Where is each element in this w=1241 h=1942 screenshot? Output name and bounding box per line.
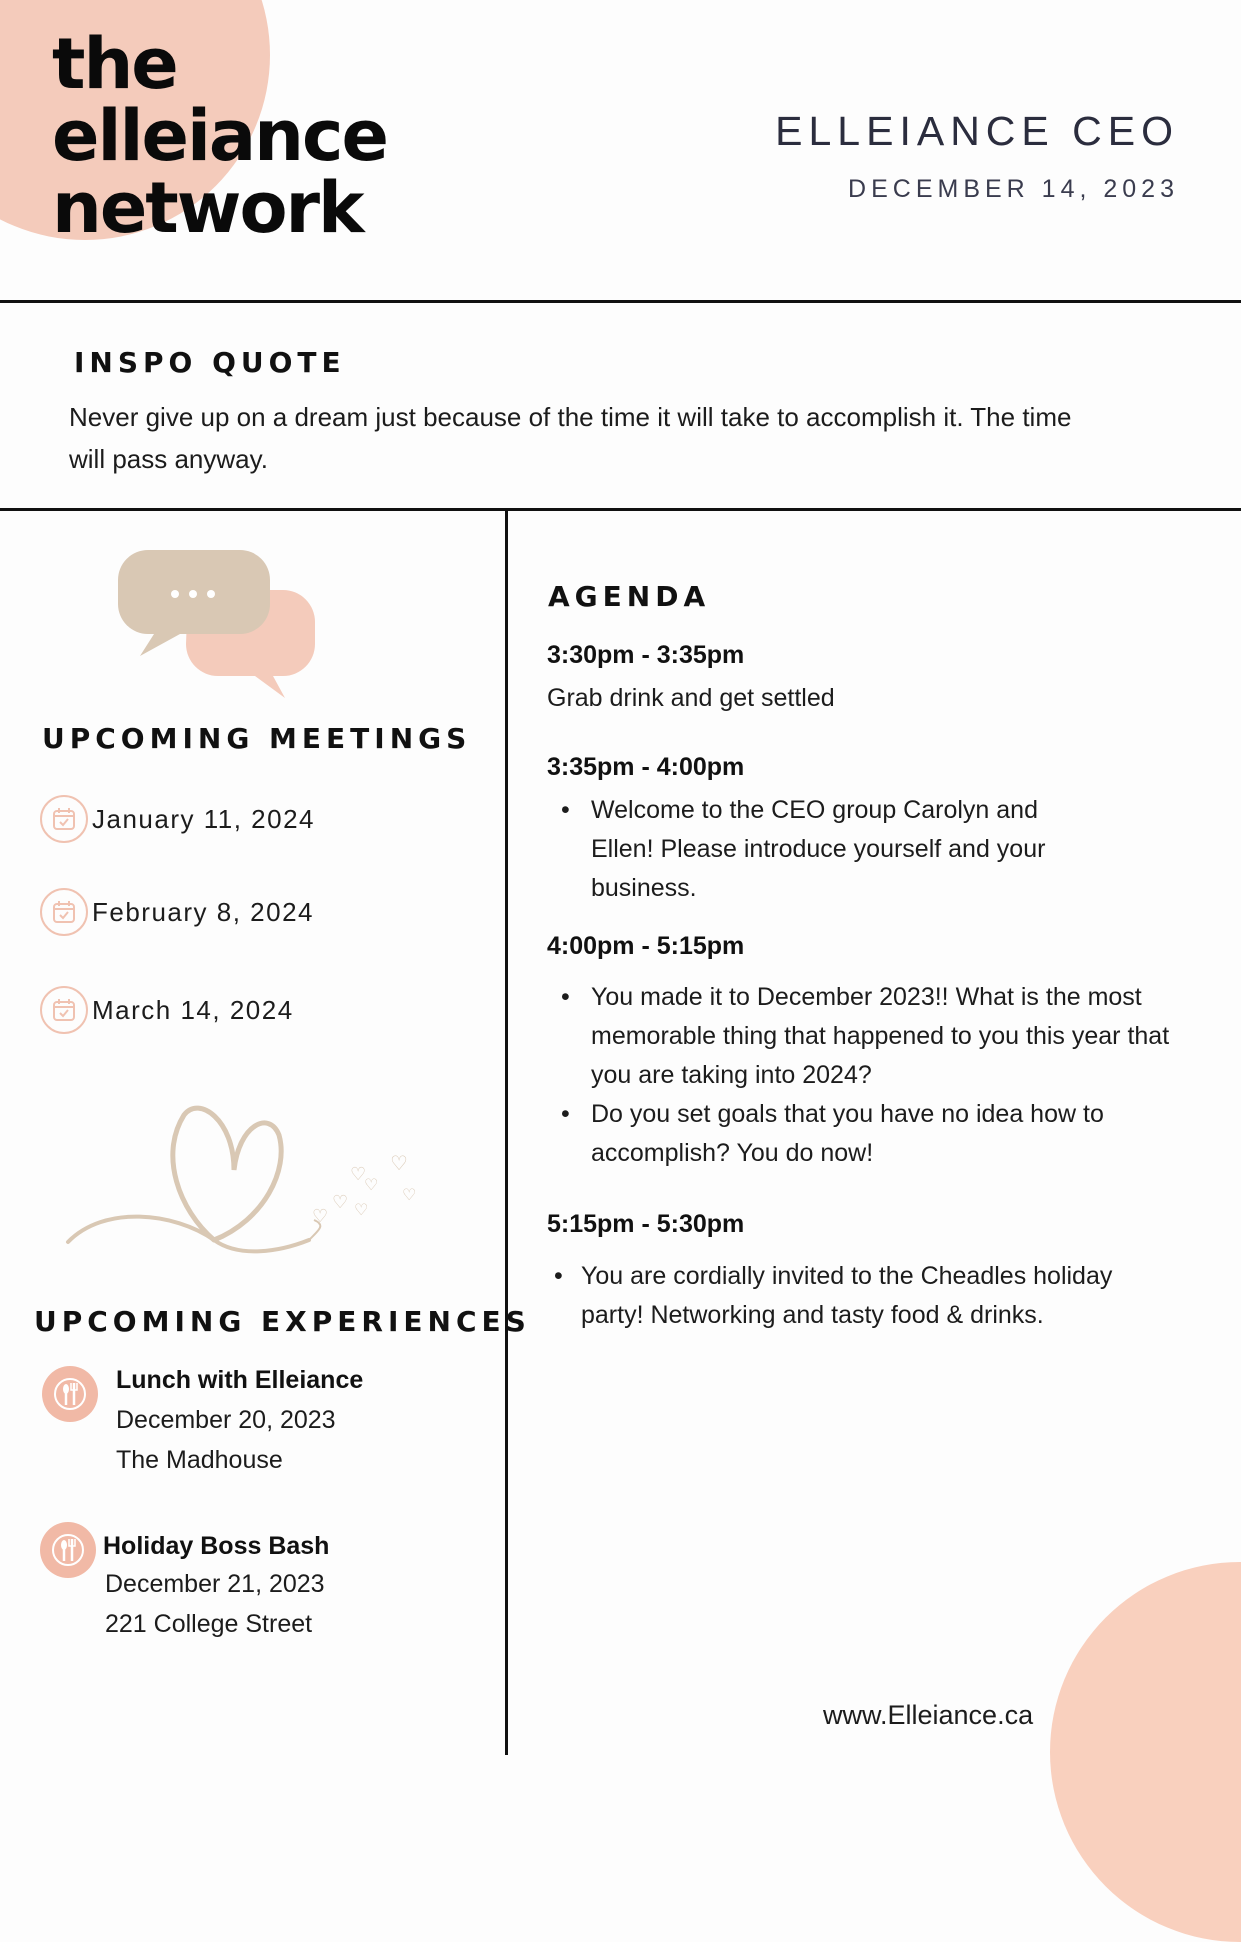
svg-text:♡: ♡ [350,1164,367,1185]
cutlery-icon [42,1366,98,1422]
calendar-icon [40,888,88,936]
agenda-bullet: • Welcome to the CEO group Carolyn and Ellen! Please introduce yourself and your business. [547,791,1107,908]
agenda-bullets [540,1257,1120,1335]
svg-text:♡: ♡ [364,1175,379,1194]
meeting-item [40,794,315,844]
experience-date: December 21, 2023 [105,1570,325,1598]
agenda-bullets [547,791,1107,908]
meetings-heading: UPCOMING MEETINGS [42,722,472,755]
divider-top [0,300,1241,303]
agenda-bullets [547,978,1187,1173]
website-link[interactable]: www.Elleiance.ca [823,1700,1034,1730]
svg-text:♡: ♡ [402,1185,417,1204]
experience-title: Holiday Boss Bash [103,1532,330,1560]
meeting-date: February 8, 2024 [92,896,315,927]
experience-date: December 20, 2023 [116,1406,336,1434]
chat-bubbles-icon [118,548,333,698]
agenda-bullet: • You made it to December 2023!! What is the most memorable thing that happened to you this year that you are taking into 2024? [547,978,1187,1095]
meeting-item [40,887,314,937]
meeting-item [40,985,294,1035]
experience-title: Lunch with Elleiance [116,1366,364,1394]
experience-place: The Madhouse [116,1446,283,1474]
document-title: ELLEIANCE CEO [775,108,1179,154]
svg-text:♡: ♡ [312,1206,329,1227]
agenda-bullet: • Do you set goals that you have no idea how to accomplish? You do now! [547,1095,1151,1173]
logo-line-2: elleiance [52,95,387,177]
decorative-circle-bottom [1050,1562,1241,1942]
calendar-icon [40,795,88,843]
agenda-text: Grab drink and get settled [547,684,835,712]
agenda-bullet: • You are cordially invited to the Cheadles holiday party! Networking and tasty food & drinks. [540,1257,1120,1335]
agenda-heading: AGENDA [548,580,711,613]
column-divider [505,510,508,1755]
cutlery-icon [40,1522,96,1578]
heart-doodle-icon [64,1100,434,1260]
quote-heading: INSPO QUOTE [74,346,346,379]
divider-middle [0,508,1241,511]
meeting-date: January 11, 2024 [92,803,315,834]
experiences-heading: UPCOMING EXPERIENCES [34,1305,531,1338]
quote-text: Never give up on a dream just because of the time it will take to accomplish it. The time will pass anyway. [69,402,1072,474]
experience-place: 221 College Street [105,1610,313,1638]
svg-text:♡: ♡ [390,1151,408,1175]
agenda-time: 4:00pm - 5:15pm [547,932,745,960]
logo-line-3: network [52,167,363,249]
svg-text:♡: ♡ [354,1200,369,1219]
agenda-time: 5:15pm - 5:30pm [547,1210,745,1238]
calendar-icon [40,986,88,1034]
meeting-date: March 14, 2024 [92,994,294,1025]
agenda-time: 3:30pm - 3:35pm [547,641,745,669]
brand-logo [52,23,387,249]
svg-text:♡: ♡ [332,1192,349,1213]
logo-line-1: the [52,23,177,105]
agenda-time: 3:35pm - 4:00pm [547,753,745,781]
document-date: DECEMBER 14, 2023 [848,175,1179,203]
